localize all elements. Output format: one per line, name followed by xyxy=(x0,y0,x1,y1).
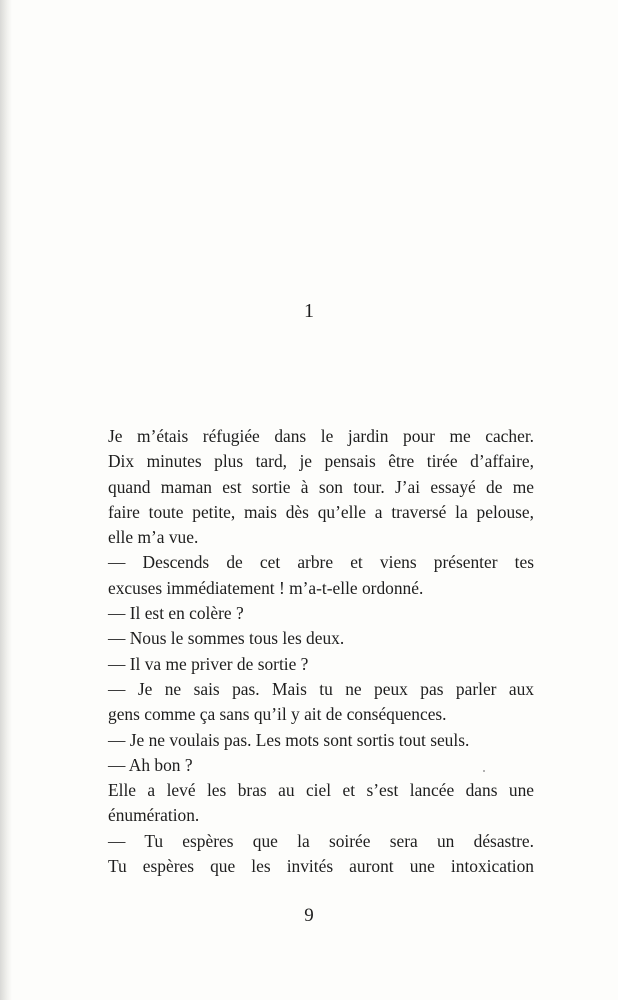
chapter-number: 1 xyxy=(304,300,314,322)
text-line: Tu espères que les invités auront une intoxication xyxy=(108,856,534,877)
text-line: — Tu espères que la soirée sera un désastre. xyxy=(108,830,534,851)
text-line: — Nous le sommes tous les deux. xyxy=(108,628,345,649)
body-text xyxy=(108,424,534,879)
paper-speck xyxy=(483,770,485,772)
text-line: — Il va me priver de sortie ? xyxy=(108,653,309,674)
text-line: Je m’étais réfugiée dans le jardin pour me cacher. xyxy=(108,426,534,446)
text-line: énumération. xyxy=(108,805,200,826)
text-line: Elle a levé les bras au ciel et s’est lancée dans une xyxy=(108,780,534,801)
text-line: — Descends de cet arbre et viens présenter tes xyxy=(108,552,534,573)
text-line: quand maman est sortie à son tour. J’ai essayé de me xyxy=(108,476,534,497)
text-line: faire toute petite, mais dès qu’elle a traversé la pelouse, xyxy=(108,501,534,522)
text-line: — Ah bon ? xyxy=(108,754,193,775)
text-line: — Je ne sais pas. Mais tu ne peux pas parler aux xyxy=(108,678,534,699)
binding-shadow xyxy=(0,0,12,1000)
text-line: — Il est en colère ? xyxy=(108,603,244,624)
text-line: excuses immédiatement ! m’a-t-elle ordonné. xyxy=(108,577,424,598)
text-line: gens comme ça sans qu’il y ait de conséquences. xyxy=(108,704,447,725)
text-line: Dix minutes plus tard, je pensais être tirée d’affaire, xyxy=(108,451,534,472)
page-number: 9 xyxy=(304,905,314,926)
text-line: — Je ne voulais pas. Les mots sont sortis tout seuls. xyxy=(108,729,470,750)
text-line: elle m’a vue. xyxy=(108,527,199,548)
